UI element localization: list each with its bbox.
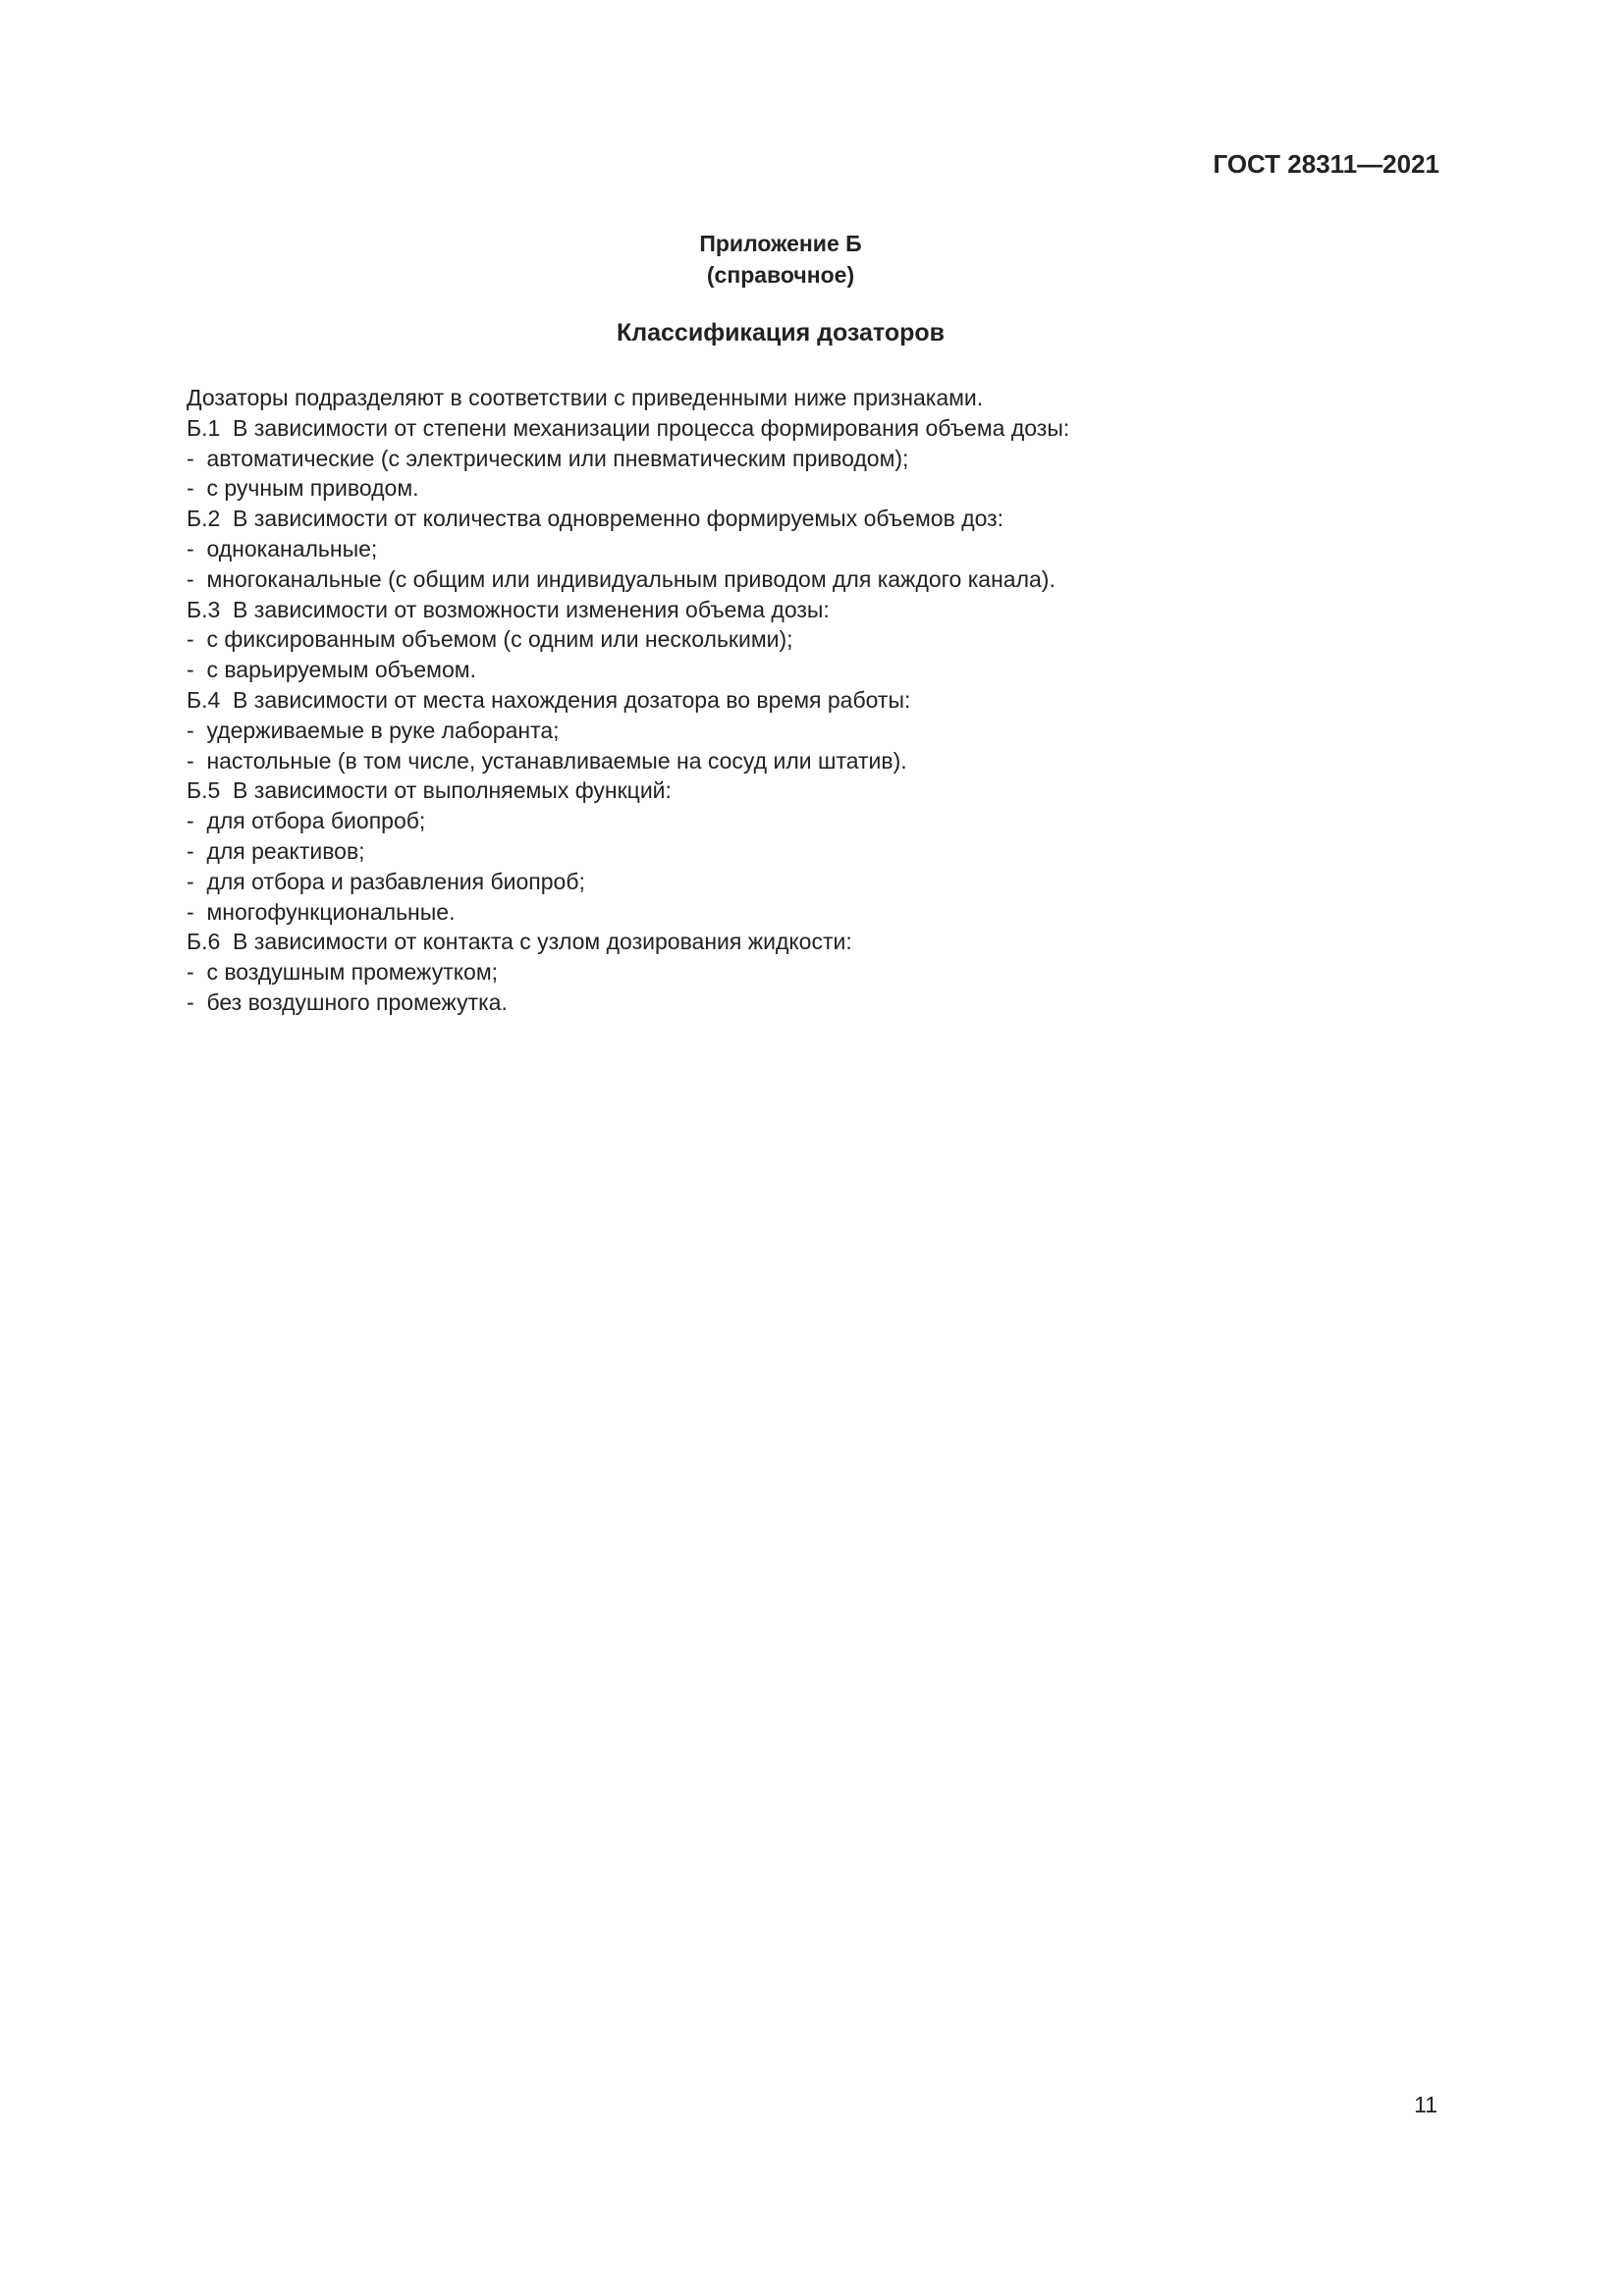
document-code: ГОСТ 28311—2021 — [1213, 149, 1439, 179]
list-item: - удерживаемые в руке лаборанта; — [187, 717, 560, 743]
classification-text — [187, 383, 1069, 1018]
clause-b2: Б.2 В зависимости от количества одновременно формируемых объемов доз: — [187, 506, 1004, 532]
list-item: - многофункциональные. — [187, 898, 456, 925]
annex-heading — [0, 228, 1561, 291]
list-item: - с воздушным промежутком; — [187, 959, 499, 986]
list-item: - многоканальные (с общим или индивидуальным приводом для каждого канала). — [187, 565, 1056, 592]
list-item: - с ручным приводом. — [187, 475, 419, 502]
list-item: - без воздушного промежутка. — [187, 988, 508, 1015]
section-title: Классификация дозаторов — [616, 319, 946, 347]
intro-line: Дозаторы подразделяют в соответствии с приведенными ниже признаками. — [187, 385, 984, 410]
list-item: - автоматические (с электрическим или пневматическим приводом); — [187, 445, 909, 471]
annex-subtitle: (справочное) — [706, 262, 855, 288]
list-item: - для реактивов; — [187, 837, 365, 864]
page-number: 11 — [1414, 2092, 1437, 2117]
clause-b4: Б.4 В зависимости от места нахождения дозатора во время работы: — [187, 686, 911, 713]
clause-b6: Б.6 В зависимости от контакта с узлом дозирования жидкости: — [187, 929, 852, 955]
list-item: - для отбора и разбавления биопроб; — [187, 868, 585, 894]
clause-b3: Б.3 В зависимости от возможности изменения объема дозы: — [187, 596, 830, 622]
list-item: - настольные (в том числе, устанавливаемые на сосуд или штатив). — [187, 747, 907, 774]
list-item: - с варьируемым объемом. — [187, 657, 476, 683]
annex-title: Приложение Б — [699, 231, 862, 256]
list-item: - с фиксированным объемом (с одним или несколькими); — [187, 626, 793, 653]
list-item: - одноканальные; — [187, 535, 378, 561]
clause-b1: Б.1 В зависимости от степени механизации процесса формирования объема дозы: — [187, 414, 1070, 441]
list-item: - для отбора биопроб; — [187, 808, 426, 834]
clause-b5: Б.5 В зависимости от выполняемых функций: — [187, 777, 672, 804]
